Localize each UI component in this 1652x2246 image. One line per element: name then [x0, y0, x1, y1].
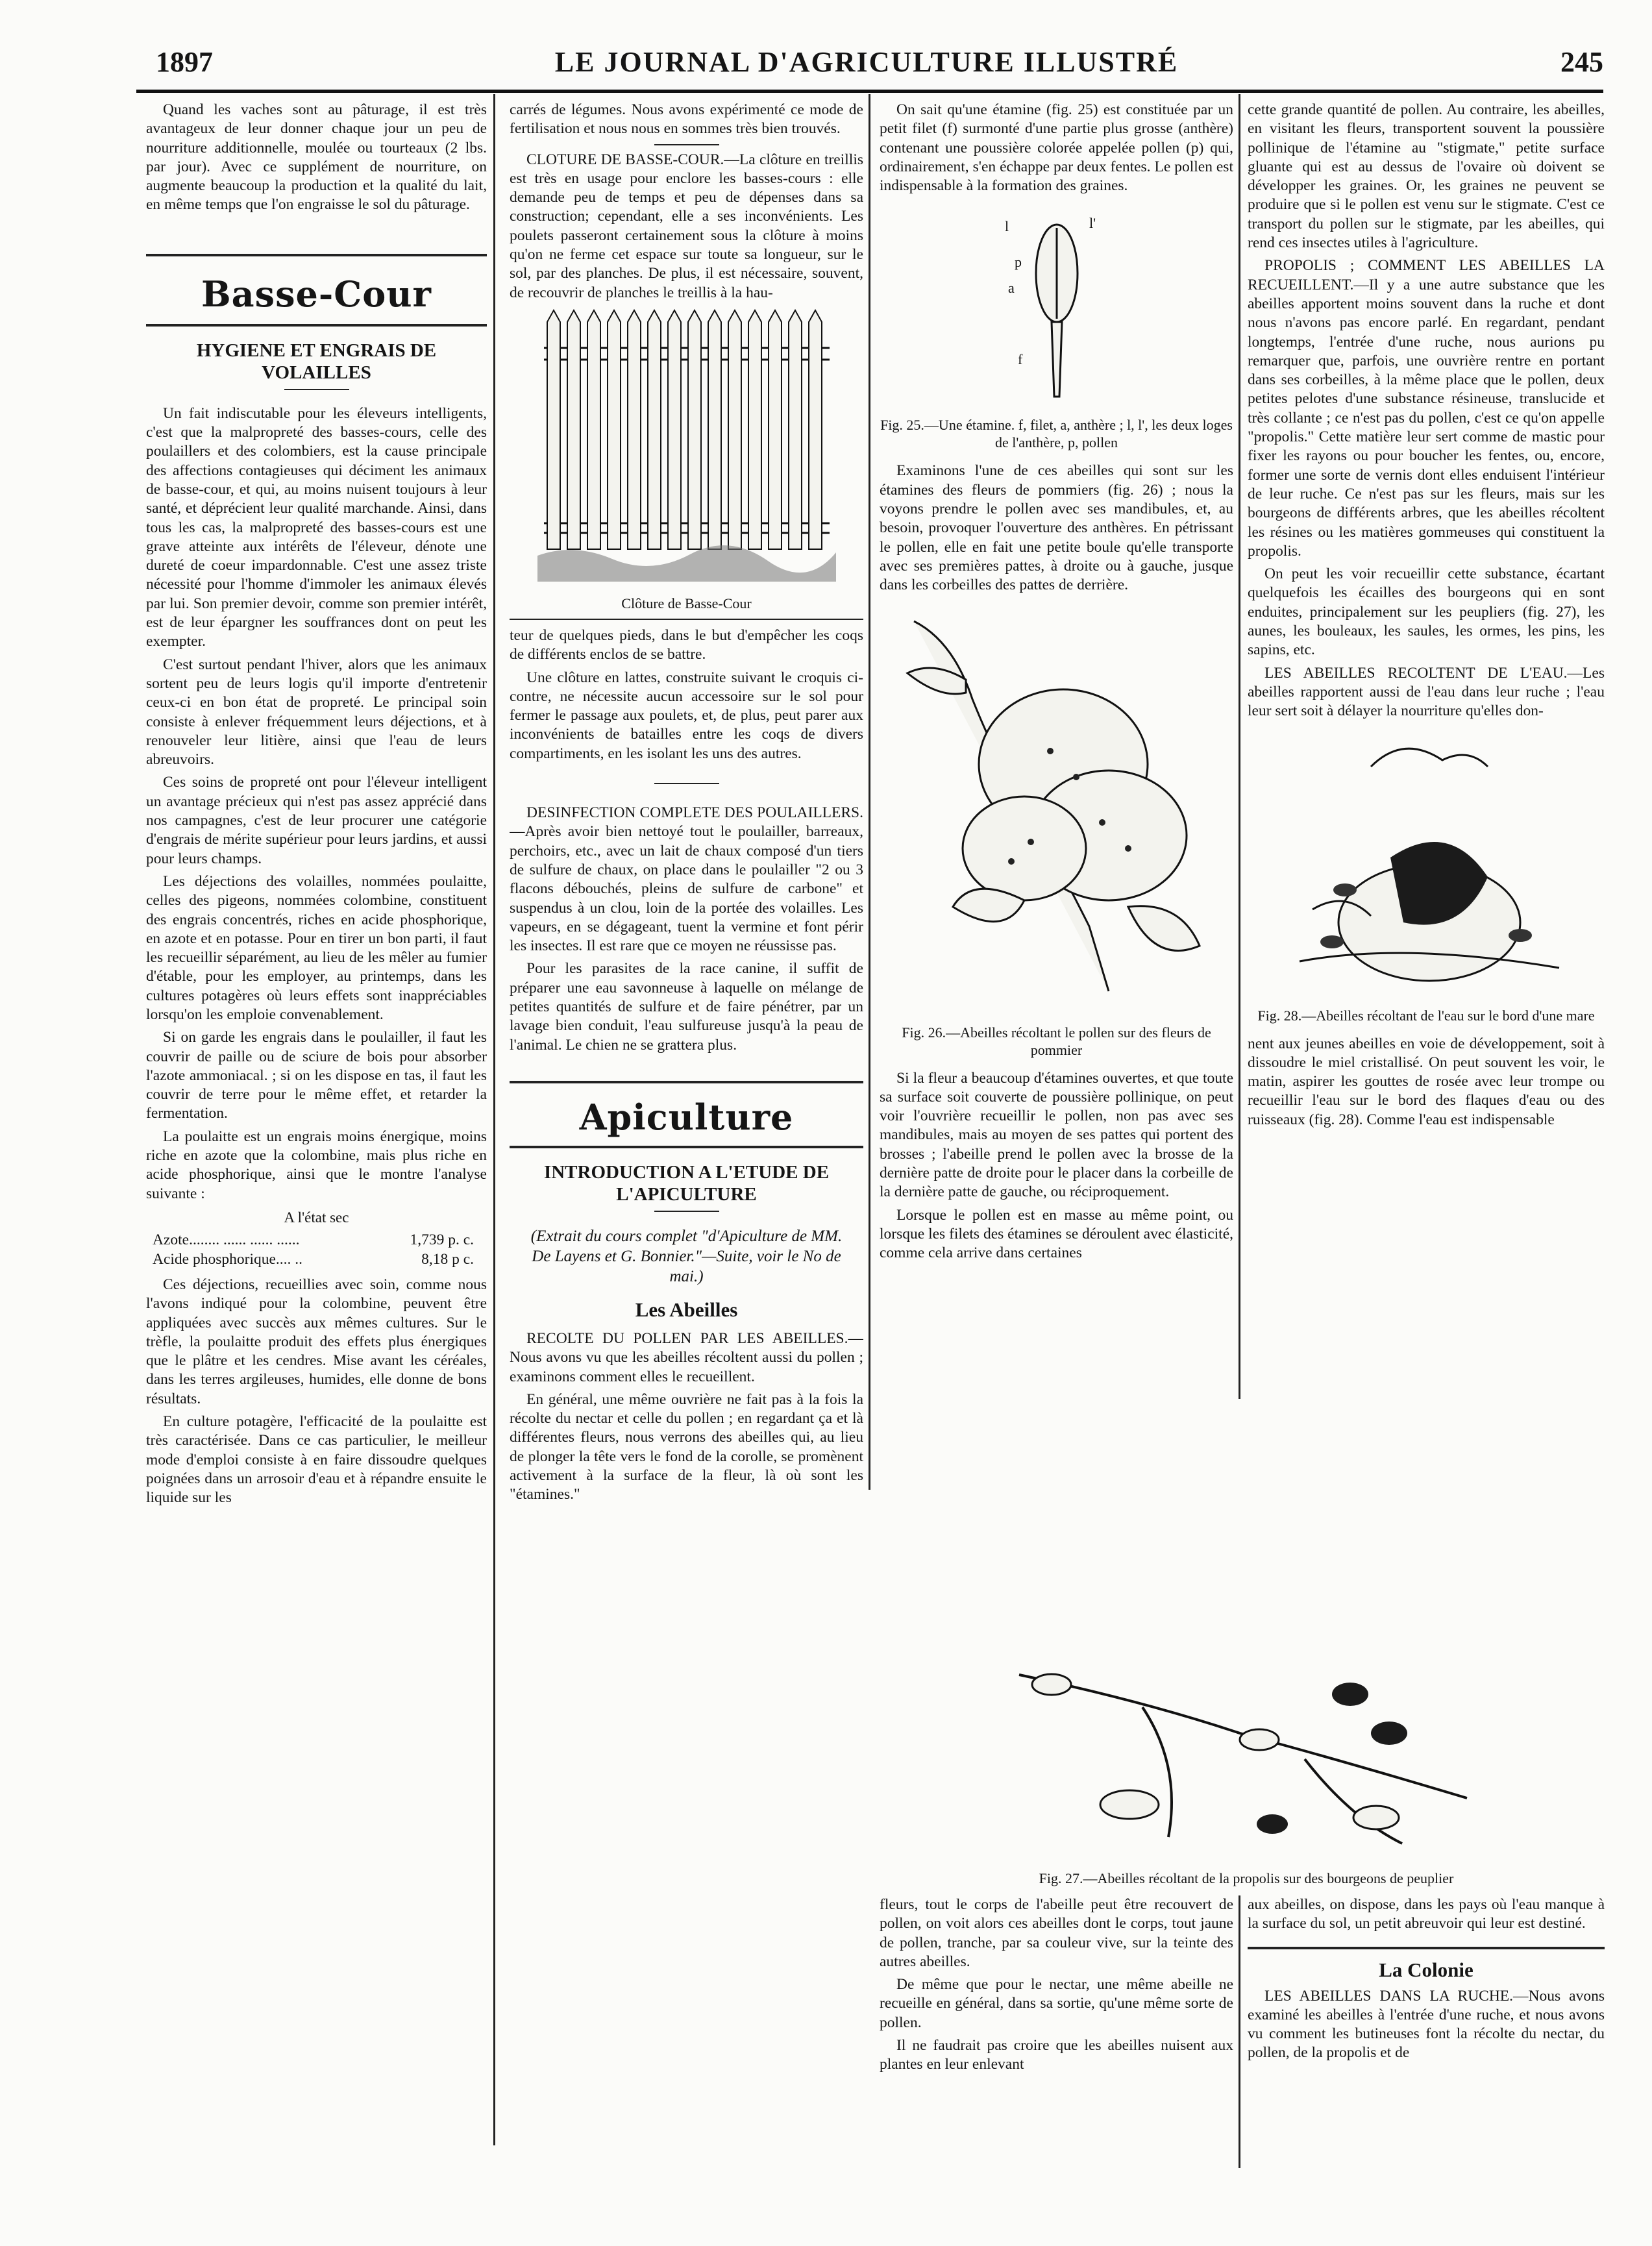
- paragraph-eau: LES ABEILLES RECOLTENT DE L'EAU.—Les abeilles rapportent aussi de l'eau dans leur ruche ; l'eau leur sert soit à délayer la nourriture qu'elles don-: [1248, 664, 1605, 720]
- paragraph-recolte: RECOLTE DU POLLEN PAR LES ABEILLES.—Nous avons vu que les abeilles récoltent aussi du pollen ; examinons comment elles le recueillent.: [510, 1329, 863, 1385]
- analysis-label: Azote........ ...... ...... ......: [153, 1231, 300, 1248]
- fence-picket: [587, 310, 600, 549]
- title-rule: [654, 1211, 719, 1212]
- paragraph-propolis: PROPOLIS ; COMMENT LES ABEILLES LA RECUEILLENT.—Il y a une autre substance que les abeilles apportent moins souvent dans la ruche et dont nous n'avons pas encore parlé. En regardant, pendant longtemps, l'entrée d'une ruche, nous aurions pu remarquer que, parfois, une ouvrière rentre en portant dans ses corbeilles, à la même place que le pollen, deux petites pelotes d'une substance résineuse, translucide et très collante ; ce n'est pas du pollen, c'est ce qu'on appelle "propolis." Cette matière leur sert comme de mastic pour fixer les rayons ou pour boucher les fentes, ou, encore, former une sorte de vernis dont elles enduisent l'intérieur de leur ruche. Ce n'est pas sur les fleurs, mais sur les bourgeons de différents arbres, que les abeilles récoltent les résines ou les matières gommeuses qui constituent la propolis.: [1248, 257, 1605, 560]
- paragraph: Lorsque le pollen est en masse au même point, ou lorsque les filets des étamines se déroulent avec élasticité, comme cela arrive dans certaines: [880, 1206, 1233, 1262]
- column-3: [880, 101, 1233, 1451]
- figure-caption-cloture: Clôture de Basse-Cour: [621, 595, 752, 611]
- column-rule-3: [1239, 94, 1240, 1399]
- section-rule: [1248, 1947, 1605, 1949]
- fence-picket: [628, 310, 641, 549]
- analysis-value: 1,739 p. c.: [410, 1231, 474, 1248]
- paragraph-continued: nent aux jeunes abeilles en voie de développement, soit à dissoudre le miel cristallisé. On peut souvent les voir, le matin, aspirer les gouttes de rosée avec leur trompe ou recueillir l'eau sur le bord des flaques d'eau ou des ruisseaux (fig. 28). Comme l'eau est indispensable: [1248, 1035, 1605, 1128]
- bees-water-illustration: [1274, 728, 1579, 1000]
- section-rule: [510, 1146, 863, 1148]
- paragraph: Examinons l'une de ces abeilles qui sont sur les étamines des fleurs de pommiers (fig. 26) ; nous la voyons prendre le pollen avec ses mandibules, et, au besoin, provoquer l'ouverture des anthères. En pétrissant le pollen, elle en fait une petite boule qu'elle transporte avec ses premières pattes, à droite ou à gauche, jusque dans les corbeilles des pattes de derrière.: [880, 462, 1233, 594]
- fence-picket: [608, 310, 621, 549]
- separator-rule: [510, 619, 863, 620]
- column-rule-2: [869, 94, 870, 1490]
- figure-caption-25: Fig. 25.—Une étamine. f, filet, a, anthère ; l, l', les deux loges de l'anthère, p, pollen: [880, 417, 1233, 451]
- paragraph: En culture potagère, l'efficacité de la poulaitte est très caractérisée. Dans ce cas particulier, le meilleur mode d'emploi consiste à en faire dissoudre quelques poignées dans un arrosoir d'eau et à répandre ensuite le liquide sur les: [146, 1413, 487, 1507]
- subheading-la-colonie: La Colonie: [1379, 1958, 1473, 1981]
- paragraph: Pour les parasites de la race canine, il suffit de préparer une eau savonneuse à laquelle on mélange de petites quantités de sulfure et de faire pénétrer, par un lavage bien conduit, l'eau sulfureuse jusqu'à la peau de l'animal. Le chien ne se grattera plus.: [510, 960, 863, 1054]
- section-title-apiculture: Apiculture: [579, 1096, 794, 1138]
- paragraph-intro: Quand les vaches sont au pâturage, il est très avantageux de leur donner chaque jour un peu de nourriture additionnelle, moulée ou tourteaux (2 lbs. par jour). Avec ce supplément de nourriture, on augmente beaucoup la production et la qualité du lait, en même temps que l'on engraisse le sol du pâturage.: [146, 101, 487, 214]
- analysis-label: Acide phosphorique.... ..: [153, 1250, 303, 1268]
- paragraph: Si on garde les engrais dans le poulailler, il faut les couvrir de paille ou de sciure de bois pour absorber l'azote ammoniacal. ; si on les dispose en tas, il faut les couvrir de terre pour le même effet, et retarder la fermentation.: [146, 1029, 487, 1122]
- analysis-value: 8,18 p c.: [421, 1250, 474, 1268]
- svg-text:p: p: [1014, 254, 1022, 271]
- svg-text:f: f: [1017, 351, 1022, 368]
- fence-picket: [547, 310, 560, 549]
- figure-caption-28: Fig. 28.—Abeilles récoltant de l'eau sur le bord d'une mare: [1257, 1007, 1595, 1024]
- figure-caption-26: Fig. 26.—Abeilles récoltant le pollen sur des fleurs de pommier: [902, 1024, 1211, 1058]
- section-rule: [146, 324, 487, 327]
- page-header: [130, 45, 1603, 87]
- section-rule: [510, 1081, 863, 1083]
- figure-caption-27: Fig. 27.—Abeilles récoltant de la propolis sur des bourgeons de peuplier: [1039, 1870, 1454, 1886]
- paragraph-desinfection: DESINFECTION COMPLETE DES POULAILLERS.—Après avoir bien nettoyé tout le poulailler, barreaux, perchoirs, etc., avec un lait de chaux composé d'un tiers de sulfure de chaux, on place dans le poulailler "2 ou 3 flacons débouchés, pleins de sulfure de carbone" et suspendus à un clou, loin de la portée des volailles. Les vapeurs, en se dégageant, tuent la vermine et font périr les insectes. Il est rare que ce moyen ne réussisse pas.: [510, 804, 863, 955]
- paragraph: Si la fleur a beaucoup d'étamines ouvertes, et que toute sa surface soit couverte de poussière pollinique, on peut voir l'ouvrière recueillir le pollen, non pas avec ses mandibules, mais au moyen de ses pattes qui portent des brosses ; l'abeille prend le pollen avec la brosse de la dernière patte de droite pour le placer dans la corbeille de la dernière patte de gauche, ou réciproquement.: [880, 1069, 1233, 1201]
- paragraph: On peut les voir recueillir cette substance, écartant quelquefois les écailles des bourgeons qui en sont enduites, principalement sur les peupliers (fig. 27), les aunes, les bouleaux, les saules, les ormes, les pins, les sapins, etc.: [1248, 565, 1605, 659]
- stamen-illustration: [992, 202, 1122, 410]
- separator-rule: [654, 144, 719, 145]
- svg-text:l: l: [1004, 218, 1009, 235]
- fence-picket: [748, 310, 761, 549]
- paragraph: Ces soins de propreté ont pour l'éleveur intelligent un avantage précieux qui n'est pas assez apprécié dans nos campagnes, c'est de leur procurer une catégorie d'engrais de mérite supérieur pour leurs jardins, et aussi pour leurs champs.: [146, 774, 487, 867]
- article-title-hygiene: HYGIENE ET ENGRAIS DE VOLAILLES: [196, 339, 437, 383]
- paragraph-continued: teur de quelques pieds, dans le but d'empêcher les coqs de différents enclos de se battre.: [510, 626, 863, 663]
- paragraph: Les déjections des volailles, nommées poulaitte, celles des pigeons, nommées colombine, constituent des engrais concentrés, riches en acide phosphorique, en azote et en potasse. Pour en tirer un bon parti, il faut les recueillir séparément, au lieu de les mêler au fumier d'étable, pour les employer, au printemps, dans les cultures potagères où leurs effets sont inappréciables lorsqu'on les emploie convenablement.: [146, 872, 487, 1023]
- paragraph-continued: aux abeilles, on dispose, dans les pays où l'eau manque à la surface du sol, un petit abreuvoir qui leur est destiné.: [1248, 1896, 1605, 1932]
- title-rule: [284, 389, 349, 390]
- header-year: 1897: [156, 46, 213, 78]
- paragraph: On sait qu'une étamine (fig. 25) est constituée par un petit filet (f) surmonté d'une partie plus grosse (anthère) contenant une poussière colorée appelée pollen (p) qui, ordinairement, s'en échappe par deux fentes. Le pollen est indispensable à la formation des graines.: [880, 101, 1233, 195]
- paragraph-continued: cette grande quantité de pollen. Au contraire, les abeilles, en visitant les fleurs, transportent souvent la poussière pollinique de l'étamine au "stigmate," petite surface gluante qui est au dessus de l'ovaire où doivent se développer les graines. Or, les graines ne peuvent se produire que si le pollen est venu sur le stigmate. C'est ce transport du pollen sur le stigmate, par les abeilles, qui rend ces insectes utiles à l'agriculture.: [1248, 101, 1605, 252]
- paragraph: Un fait indiscutable pour les éleveurs intelligents, c'est que la malpropreté des basses-cours, celle des poulaillers et des colombiers, est la cause principale des affections contagieuses qui déciment les animaux de basse-cour, et qui, au moins nuisent toujours à leur santé, et déprécient leur qualité marchande. Ainsi, dans tous les cas, la malpropreté des basses-cours est une grave atteinte aux intérêts de l'éleveur, dénote une dureté de coeur impardonnable. C'est une assez triste nécessité pour l'homme d'immoler les animaux élevés par lui. Son premier devoir, comme son premier intérêt, est de leur épargner les souffrances dont on peut les exempter.: [146, 404, 487, 650]
- svg-text:a: a: [1007, 280, 1015, 297]
- bees-propolis-illustration: [1013, 1649, 1480, 1863]
- paragraph-continued: carrés de légumes. Nous avons expérimenté ce mode de fertilisation et nous nous en sommes très bien trouvés.: [510, 101, 863, 138]
- header-page-number: 245: [1560, 46, 1603, 78]
- paragraph: C'est surtout pendant l'hiver, alors que les animaux sortent peu de leurs logis qu'il importe d'entretenir ceux-ci en bon état de propreté. Le principal soin consiste à enlever fréquemment leurs déjections, et à renouveler leur litière, ainsi que l'eau de leurs abreuvoirs.: [146, 656, 487, 769]
- paragraph-continued: fleurs, tout le corps de l'abeille peut être recouvert de pollen, on voit alors ces abeilles dont le corps, tout jaune de pollen, tranche, par sa couleur vive, sur la teinte des autres abeilles.: [880, 1896, 1233, 1970]
- fence-picket: [728, 310, 741, 549]
- paragraph: Une clôture en lattes, construite suivant le croquis ci-contre, ne nécessite aucun accessoire sur le sol pour fermer le passage aux poulets, et, de plus, peut parer aux inconvénients de batailles entre les coqs de divers compartiments, en les isolant les uns des autres.: [510, 669, 863, 762]
- column-3-bottom: [880, 1895, 1233, 2168]
- analysis-row-azote: [146, 1230, 487, 1250]
- column-4: [1248, 101, 1605, 1451]
- paragraph: De même que pour le nectar, une même abeille ne recueille en général, dans sa sortie, qu'une même sorte de pollen.: [880, 1976, 1233, 2031]
- column-4-bottom: [1248, 1895, 1605, 2168]
- section-title-basse-cour: Basse-Cour: [201, 273, 432, 315]
- paragraph: LES ABEILLES DANS LA RUCHE.—Nous avons examiné les abeilles à l'entrée d'une ruche, et nous avons vu comment les butineuses font la récolte du nectar, du pollen, de la propolis et de: [1248, 1987, 1605, 2062]
- fence-picket: [809, 310, 822, 549]
- fence-picket: [648, 310, 661, 549]
- svg-text:l': l': [1089, 215, 1096, 232]
- paragraph: Il ne faudrait pas croire que les abeilles nuisent aux plantes en leur enlevant: [880, 2037, 1233, 2073]
- header-title: LE JOURNAL D'AGRICULTURE ILLUSTRÉ: [554, 46, 1179, 78]
- fence-picket: [789, 310, 802, 549]
- column-2: [510, 101, 863, 2165]
- article-title-apiculture: INTRODUCTION A L'ETUDE DE L'APICULTURE: [543, 1161, 830, 1205]
- fence-picket: [769, 310, 782, 549]
- paragraph: La poulaitte est un engrais moins énergique, moins riche en azote que la colombine, mais plus riche en acide phosphorique, ainsi que le montre l'analyse suivante :: [146, 1128, 487, 1202]
- analysis-row-acide: [146, 1250, 487, 1269]
- analysis-heading: A l'état sec: [284, 1209, 349, 1226]
- subheading-les-abeilles: Les Abeilles: [635, 1298, 738, 1321]
- paragraph: En général, une même ouvrière ne fait pas à la fois la récolte du nectar et celle du pollen ; en regardant ça et là différentes fleurs, nous verrons des abeilles qui, au lieu de plonger la tête vers le fond de la corolle, se promènent activement à la surface de la fleur, là où sont les "étamines.": [510, 1390, 863, 1503]
- section-rule: [146, 254, 487, 256]
- fence-illustration: [534, 309, 839, 588]
- separator-rule: [654, 783, 719, 784]
- fence-picket: [668, 310, 681, 549]
- header-rule: [136, 90, 1603, 93]
- paragraph: Ces déjections, recueillies avec soin, comme nous l'avons indiqué pour la colombine, peuvent être appliquées avec succès aux mêmes cultures. Sur le trèfle, la poulaitte produit des effets plus énergiques que le plâtre et les cendres. Mise avant les céréales, dans les terres argileuses, humides, elle donne de bons résultats.: [146, 1276, 487, 1407]
- fence-picket: [708, 310, 721, 549]
- apple-blossom-illustration: [894, 602, 1219, 1017]
- extract-note: (Extrait du cours complet "d'Apiculture de MM. De Layens et G. Bonnier."—Suite, voir le No de mai.): [530, 1227, 843, 1285]
- paragraph-cloture: CLOTURE DE BASSE-COUR.—La clôture en treillis est très en usage pour enclore les basses-cours : elle demande peu de temps et peu de dépenses dans sa construction; cependant, elle a ses inconvénients. Les poulets passeront certainement sous la clôture à moins qu'on ne ferme cet espace sur toute sa longueur, sur le sol, par des planches. De plus, il est nécessaire, souvent, de recouvrir de planches le treillis à la hau-: [510, 151, 863, 301]
- column-1: [146, 101, 487, 2165]
- column-rule-1: [493, 94, 495, 2145]
- fence-picket: [567, 310, 580, 549]
- fence-picket: [688, 310, 701, 549]
- column-rule-3-bottom: [1239, 1895, 1240, 2168]
